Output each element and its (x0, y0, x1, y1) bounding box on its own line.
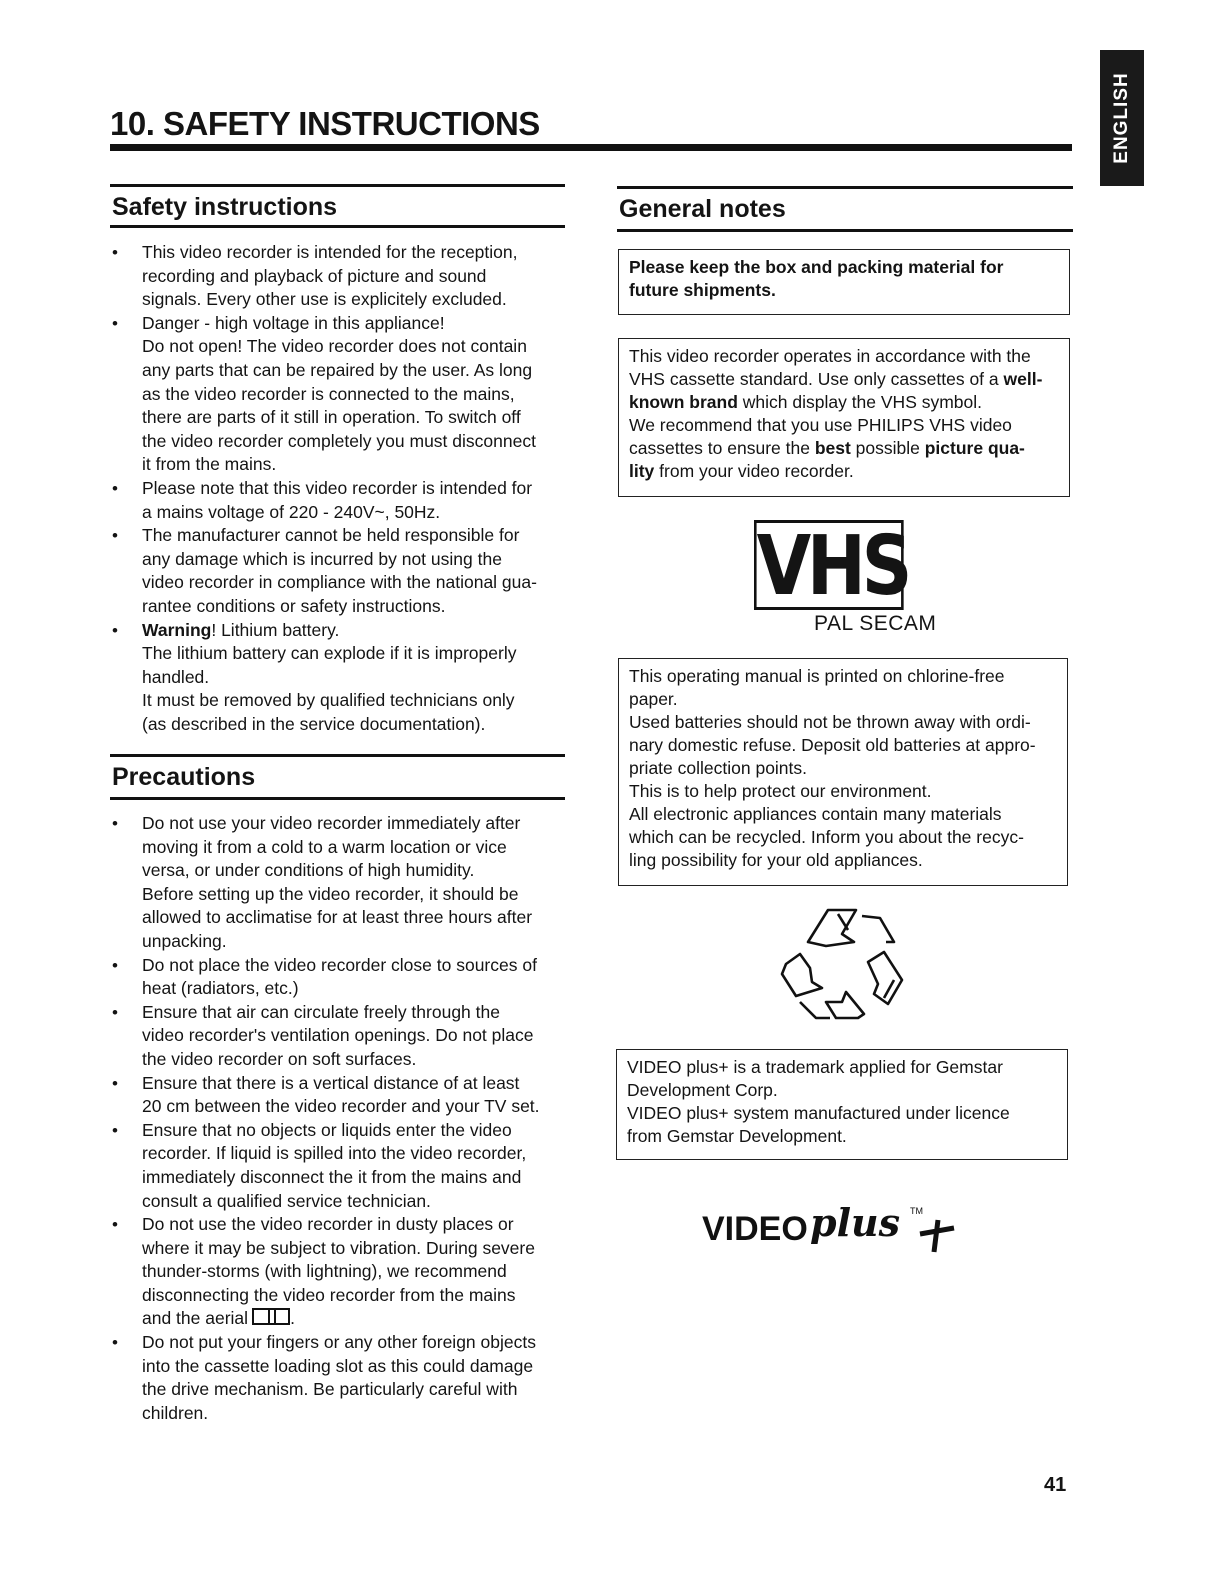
line: The lithium battery can explode if it is improperly (142, 643, 517, 664)
vhs-logo: VHS (754, 520, 904, 610)
line: (as described in the service documentation). (142, 713, 486, 734)
language-tab (1100, 50, 1144, 186)
packing-line-2: future shipments. (629, 280, 776, 300)
line: video recorder's ventilation openings. Do not place (142, 1025, 534, 1046)
title-rule (110, 144, 1072, 151)
env-line: which can be recycled. Inform you about the recyc- (629, 827, 1024, 847)
precaution-item-2 (110, 954, 570, 1001)
line: as the video recorder is connected to the mains, (142, 383, 515, 404)
line: the video recorder completely you must disconnect (142, 430, 536, 451)
line: there are parts of it still in operation. To switch off (142, 407, 521, 428)
safety-item-3 (110, 477, 570, 524)
env-line: Used batteries should not be thrown away with ordi- (629, 712, 1031, 732)
videoplus-logo-word: VIDEO (702, 1210, 808, 1248)
vhs-note-line (629, 437, 1059, 460)
text-run: VHS cassette standard. Use only cassettes of a (629, 369, 1004, 389)
env-line: This operating manual is printed on chlorine-free (629, 666, 1005, 686)
line: It must be removed by qualified technicians only (142, 690, 515, 711)
line: the video recorder on soft surfaces. (142, 1048, 417, 1069)
line: where it may be subject to vibration. During severe (142, 1237, 535, 1258)
bold-run: known brand (629, 392, 738, 412)
warning-label: Warning (142, 619, 212, 640)
safety-list (110, 241, 570, 736)
vhs-note-line (629, 460, 1059, 483)
env-line: All electronic appliances contain many materials (629, 804, 1002, 824)
videoplus-logo-script: plus (810, 1200, 901, 1245)
safety-item-4 (110, 524, 570, 618)
line: a mains voltage of 220 - 240V~, 50Hz. (142, 501, 441, 522)
line: • Ensure that no objects or liquids enter the video (142, 1119, 512, 1140)
vhs-note-box (618, 338, 1070, 497)
videoplus-line: VIDEO plus+ is a trademark applied for Gemstar (627, 1057, 1003, 1077)
line: Before setting up the video recorder, it should be (142, 883, 519, 904)
vhs-note-line (629, 368, 1059, 391)
line: rantee conditions or safety instructions. (142, 595, 446, 616)
text-run: which display the VHS symbol. (737, 392, 983, 412)
line: 20 cm between the video recorder and your TV set. (142, 1096, 540, 1117)
env-line: paper. (629, 689, 678, 709)
aerial-line-end: . (290, 1308, 295, 1329)
language-tab-label: ENGLISH (1111, 72, 1132, 164)
line: it from the mains. (142, 454, 277, 475)
bold-run: picture qua- (924, 438, 1025, 458)
videoplus-line: from Gemstar Development. (627, 1126, 847, 1146)
bold-run: lity (629, 461, 655, 481)
line: • Ensure that air can circulate freely through the (142, 1001, 500, 1022)
videoplus-line: VIDEO plus+ system manufactured under licence (627, 1103, 1010, 1123)
precaution-item-6 (110, 1213, 570, 1331)
precaution-item-1 (110, 812, 570, 954)
line: the drive mechanism. Be particularly careful with (142, 1379, 518, 1400)
precaution-item-7 (110, 1331, 570, 1425)
line: • Ensure that there is a vertical distance of at least (142, 1072, 520, 1093)
line: • Do not place the video recorder close to sources of (142, 954, 537, 975)
env-line: nary domestic refuse. Deposit old batteries at appro- (629, 735, 1036, 755)
line: • This video recorder is intended for the reception, (142, 242, 518, 262)
vhs-note-line: This video recorder operates in accordance with the (629, 346, 1031, 366)
line: into the cassette loading slot as this could damage (142, 1355, 534, 1376)
videoplus-logo (698, 1190, 968, 1270)
line: • The manufacturer cannot be held responsible for (142, 525, 520, 546)
aerial-line-text: and the aerial (142, 1308, 249, 1329)
plus-mark-icon (920, 1220, 954, 1252)
line: • Please note that this video recorder is intended for (142, 477, 533, 498)
line: allowed to acclimatise for at least three hours after (142, 907, 533, 928)
safety-list-container (110, 241, 570, 736)
bold-run: well- (1003, 369, 1043, 389)
line: heat (radiators, etc.) (142, 978, 299, 999)
page-title: 10. SAFETY INSTRUCTIONS (110, 105, 540, 142)
line: handled. (142, 666, 210, 687)
videoplus-line: Development Corp. (627, 1080, 778, 1100)
line: versa, or under conditions of high humidity. (142, 860, 475, 881)
videoplus-logo-tm: TM (910, 1206, 923, 1216)
safety-item-warning (110, 619, 570, 737)
safety-item-1 (110, 241, 570, 312)
line: recorder. If liquid is spilled into the video recorder, (142, 1143, 527, 1164)
env-line: priate collection points. (629, 758, 808, 778)
precaution-item-3 (110, 1001, 570, 1072)
line: any damage which is incurred by not using the (142, 548, 502, 569)
line: disconnecting the video recorder from the mains (142, 1284, 516, 1305)
line (142, 619, 570, 643)
line: unpacking. (142, 930, 227, 951)
line: • Do not put your fingers or any other foreign objects (142, 1332, 536, 1353)
text-run: from your video recorder. (654, 461, 854, 481)
precaution-item-4 (110, 1072, 570, 1119)
line (142, 1307, 570, 1331)
line: moving it from a cold to a warm location or vice (142, 836, 507, 857)
safety-heading: Safety instructions (110, 184, 565, 228)
line: immediately disconnect the it from the mains and (142, 1166, 522, 1187)
vhs-logo-subtitle: PAL SECAM (814, 612, 937, 635)
environment-note-box (618, 658, 1068, 886)
precautions-heading: Precautions (110, 754, 565, 800)
line: • Do not use the video recorder in dusty places or (142, 1214, 514, 1235)
text-run: possible (850, 438, 925, 458)
packing-note-box (618, 249, 1070, 315)
line: recording and playback of picture and sound (142, 265, 487, 286)
bold-run: best (814, 438, 851, 458)
line: children. (142, 1402, 209, 1423)
env-line: ling possibility for your old appliances. (629, 850, 923, 870)
line: video recorder in compliance with the national gua- (142, 572, 537, 593)
page-number: 41 (1044, 1474, 1067, 1496)
packing-line-1: Please keep the box and packing material for (629, 257, 1004, 277)
precaution-item-5 (110, 1119, 570, 1213)
recycle-icon (776, 902, 910, 1024)
line: any parts that can be repaired by the user. As long (142, 359, 533, 380)
line: • Do not use your video recorder immediately after (142, 813, 521, 833)
line: • Danger - high voltage in this appliance! (142, 312, 445, 333)
general-notes-heading: General notes (617, 186, 1073, 232)
vhs-note-line (629, 391, 1059, 414)
env-line: This is to help protect our environment. (629, 781, 932, 801)
safety-item-2 (110, 312, 570, 477)
text-run: cassettes to ensure the (629, 438, 815, 458)
aerial-socket-icon (252, 1308, 290, 1325)
line: consult a qualified service technician. (142, 1190, 431, 1211)
vhs-note-line: We recommend that you use PHILIPS VHS video (629, 415, 1012, 435)
precautions-list (110, 812, 570, 1425)
videoplus-note-box (616, 1049, 1068, 1160)
warning-rest: ! Lithium battery. (211, 619, 340, 640)
line: thunder-storms (with lightning), we recommend (142, 1261, 507, 1282)
line: Do not open! The video recorder does not contain (142, 336, 527, 357)
line: signals. Every other use is explicitely excluded. (142, 289, 507, 310)
precautions-list-container (110, 812, 570, 1425)
